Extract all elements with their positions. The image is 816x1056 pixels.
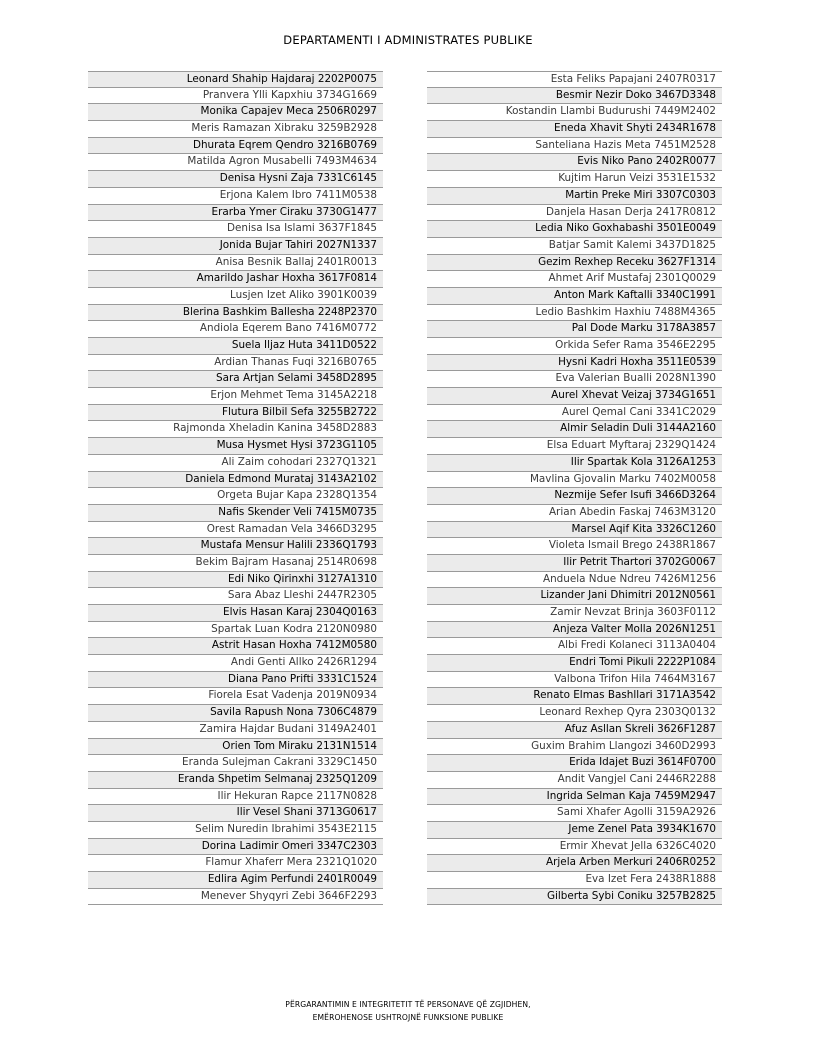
list-item: Eneda Xhavit Shyti 2434R1678 xyxy=(427,121,722,138)
list-item: Leonard Shahip Hajdaraj 2202P0075 xyxy=(88,71,383,88)
list-item: Anjeza Valter Molla 2026N1251 xyxy=(427,622,722,639)
list-item: Ledio Bashkim Haxhiu 7488M4365 xyxy=(427,305,722,322)
list-item: Ilir Hekuran Rapce 2117N0828 xyxy=(88,789,383,806)
list-item: Selim Nuredin Ibrahimi 3543E2115 xyxy=(88,822,383,839)
list-item: Guxim Brahim Llangozi 3460D2993 xyxy=(427,739,722,756)
list-item: Santeliana Hazis Meta 7451M2528 xyxy=(427,138,722,155)
list-item: Astrit Hasan Hoxha 7412M0580 xyxy=(88,638,383,655)
list-item: Gilberta Sybi Coniku 3257B2825 xyxy=(427,889,722,906)
list-item: Lusjen Izet Aliko 3901K0039 xyxy=(88,288,383,305)
list-item: Spartak Luan Kodra 2120N0980 xyxy=(88,622,383,639)
list-item: Eranda Shpetim Selmanaj 2325Q1209 xyxy=(88,772,383,789)
list-item: Flutura Bilbil Sefa 3255B2722 xyxy=(88,405,383,422)
list-item: Jonida Bujar Tahiri 2027N1337 xyxy=(88,238,383,255)
list-item: Orgeta Bujar Kapa 2328Q1354 xyxy=(88,488,383,505)
list-item: Ilir Petrit Thartori 3702G0067 xyxy=(427,555,722,572)
list-item: Orkida Sefer Rama 3546E2295 xyxy=(427,338,722,355)
list-item: Eranda Sulejman Cakrani 3329C1450 xyxy=(88,755,383,772)
list-item: Ermir Xhevat Jella 6326C4020 xyxy=(427,839,722,856)
list-item: Aurel Qemal Cani 3341C2029 xyxy=(427,405,722,422)
list-item: Ahmet Arif Mustafaj 2301Q0029 xyxy=(427,271,722,288)
right-name-list xyxy=(427,71,722,905)
list-item: Leonard Rexhep Qyra 2303Q0132 xyxy=(427,705,722,722)
list-item: Endri Tomi Pikuli 2222P1084 xyxy=(427,655,722,672)
list-item: Amarildo Jashar Hoxha 3617F0814 xyxy=(88,271,383,288)
list-item: Evis Niko Pano 2402R0077 xyxy=(427,154,722,171)
list-item: Dhurata Eqrem Qendro 3216B0769 xyxy=(88,138,383,155)
list-item: Ledia Niko Goxhabashi 3501E0049 xyxy=(427,221,722,238)
list-item: Sara Artjan Selami 3458D2895 xyxy=(88,371,383,388)
list-item: Flamur Xhaferr Mera 2321Q1020 xyxy=(88,855,383,872)
list-item: Fiorela Esat Vadenja 2019N0934 xyxy=(88,688,383,705)
list-item: Anduela Ndue Ndreu 7426M1256 xyxy=(427,572,722,589)
list-item: Eva Izet Fera 2438R1888 xyxy=(427,872,722,889)
list-item: Ilir Spartak Kola 3126A1253 xyxy=(427,455,722,472)
list-item: Renato Elmas Bashllari 3171A3542 xyxy=(427,688,722,705)
list-item: Marsel Aqif Kita 3326C1260 xyxy=(427,522,722,539)
page-footer xyxy=(0,999,816,1024)
list-item: Erida Idajet Buzi 3614F0700 xyxy=(427,755,722,772)
list-item: Almir Seladin Duli 3144A2160 xyxy=(427,421,722,438)
list-item: Ali Zaim cohodari 2327Q1321 xyxy=(88,455,383,472)
list-item: Hysni Kadri Hoxha 3511E0539 xyxy=(427,355,722,372)
list-item: Dorina Ladimir Omeri 3347C2303 xyxy=(88,839,383,856)
footer-line-1: PËRGARANTIMIN E INTEGRITETIT TË PERSONAVE QË ZGJIDHEN, xyxy=(285,1000,531,1009)
list-item: Sara Abaz Lleshi 2447R2305 xyxy=(88,588,383,605)
list-item: Ingrida Selman Kaja 7459M2947 xyxy=(427,789,722,806)
list-item: Batjar Samit Kalemi 3437D1825 xyxy=(427,238,722,255)
list-item: Blerina Bashkim Ballesha 2248P2370 xyxy=(88,305,383,322)
list-item: Denisa Hysni Zaja 7331C6145 xyxy=(88,171,383,188)
list-item: Daniela Edmond Murataj 3143A2102 xyxy=(88,472,383,489)
list-item: Pal Dode Marku 3178A3857 xyxy=(427,321,722,338)
list-item: Kostandin Llambi Budurushi 7449M2402 xyxy=(427,104,722,121)
list-item: Elvis Hasan Karaj 2304Q0163 xyxy=(88,605,383,622)
list-item: Orien Tom Miraku 2131N1514 xyxy=(88,739,383,756)
list-item: Erjon Mehmet Tema 3145A2218 xyxy=(88,388,383,405)
list-item: Denisa Isa Islami 3637F1845 xyxy=(88,221,383,238)
list-item: Arjela Arben Merkuri 2406R0252 xyxy=(427,855,722,872)
list-item: Arian Abedin Faskaj 7463M3120 xyxy=(427,505,722,522)
list-item: Musa Hysmet Hysi 3723G1105 xyxy=(88,438,383,455)
list-item: Rajmonda Xheladin Kanina 3458D2883 xyxy=(88,421,383,438)
list-item: Elsa Eduart Myftaraj 2329Q1424 xyxy=(427,438,722,455)
list-item: Aurel Xhevat Veizaj 3734G1651 xyxy=(427,388,722,405)
list-item: Bekim Bajram Hasanaj 2514R0698 xyxy=(88,555,383,572)
list-item: Nafis Skender Veli 7415M0735 xyxy=(88,505,383,522)
list-item: Violeta Ismail Brego 2438R1867 xyxy=(427,538,722,555)
list-item: Zamir Nevzat Brinja 3603F0112 xyxy=(427,605,722,622)
list-item: Mustafa Mensur Halili 2336Q1793 xyxy=(88,538,383,555)
footer-line-2: EMËROHENOSE USHTROJNË FUNKSIONE PUBLIKE xyxy=(312,1012,504,1022)
list-item: Erarba Ymer Ciraku 3730G1477 xyxy=(88,205,383,222)
list-item: Edi Niko Qirinxhi 3127A1310 xyxy=(88,572,383,589)
list-item: Meris Ramazan Xibraku 3259B2928 xyxy=(88,121,383,138)
list-item: Monika Capajev Meca 2506R0297 xyxy=(88,104,383,121)
list-item: Danjela Hasan Derja 2417R0812 xyxy=(427,205,722,222)
list-item: Gezim Rexhep Receku 3627F1314 xyxy=(427,255,722,272)
list-item: Savila Rapush Nona 7306C4879 xyxy=(88,705,383,722)
list-item: Afuz Asllan Skreli 3626F1287 xyxy=(427,722,722,739)
list-item: Nezmije Sefer Isufi 3466D3264 xyxy=(427,488,722,505)
list-item: Anisa Besnik Ballaj 2401R0013 xyxy=(88,255,383,272)
list-item: Menever Shyqyri Zebi 3646F2293 xyxy=(88,889,383,906)
list-item: Esta Feliks Papajani 2407R0317 xyxy=(427,71,722,88)
list-item: Valbona Trifon Hila 7464M3167 xyxy=(427,672,722,689)
list-item: Ardian Thanas Fuqi 3216B0765 xyxy=(88,355,383,372)
list-item: Kujtim Harun Veizi 3531E1532 xyxy=(427,171,722,188)
list-item: Albi Fredi Kolaneci 3113A0404 xyxy=(427,638,722,655)
list-item: Besmir Nezir Doko 3467D3348 xyxy=(427,88,722,105)
list-item: Lizander Jani Dhimitri 2012N0561 xyxy=(427,588,722,605)
list-item: Jeme Zenel Pata 3934K1670 xyxy=(427,822,722,839)
list-item: Diana Pano Prifti 3331C1524 xyxy=(88,672,383,689)
list-item: Andiola Eqerem Bano 7416M0772 xyxy=(88,321,383,338)
list-item: Andi Genti Allko 2426R1294 xyxy=(88,655,383,672)
list-item: Edlira Agim Perfundi 2401R0049 xyxy=(88,872,383,889)
list-item: Anton Mark Kaftalli 3340C1991 xyxy=(427,288,722,305)
page-title: DEPARTAMENTI I ADMINISTRATES PUBLIKE xyxy=(283,33,533,47)
list-item: Ilir Vesel Shani 3713G0617 xyxy=(88,805,383,822)
left-name-list xyxy=(88,71,383,905)
list-item: Andit Vangjel Cani 2446R2288 xyxy=(427,772,722,789)
list-item: Mavlina Gjovalin Marku 7402M0058 xyxy=(427,472,722,489)
list-item: Matilda Agron Musabelli 7493M4634 xyxy=(88,154,383,171)
list-item: Suela Iljaz Huta 3411D0522 xyxy=(88,338,383,355)
list-item: Eva Valerian Bualli 2028N1390 xyxy=(427,371,722,388)
list-item: Sami Xhafer Agolli 3159A2926 xyxy=(427,805,722,822)
list-item: Zamira Hajdar Budani 3149A2401 xyxy=(88,722,383,739)
list-item: Orest Ramadan Vela 3466D3295 xyxy=(88,522,383,539)
list-item: Pranvera Ylli Kapxhiu 3734G1669 xyxy=(88,88,383,105)
list-item: Erjona Kalem Ibro 7411M0538 xyxy=(88,188,383,205)
list-item: Martin Preke Miri 3307C0303 xyxy=(427,188,722,205)
